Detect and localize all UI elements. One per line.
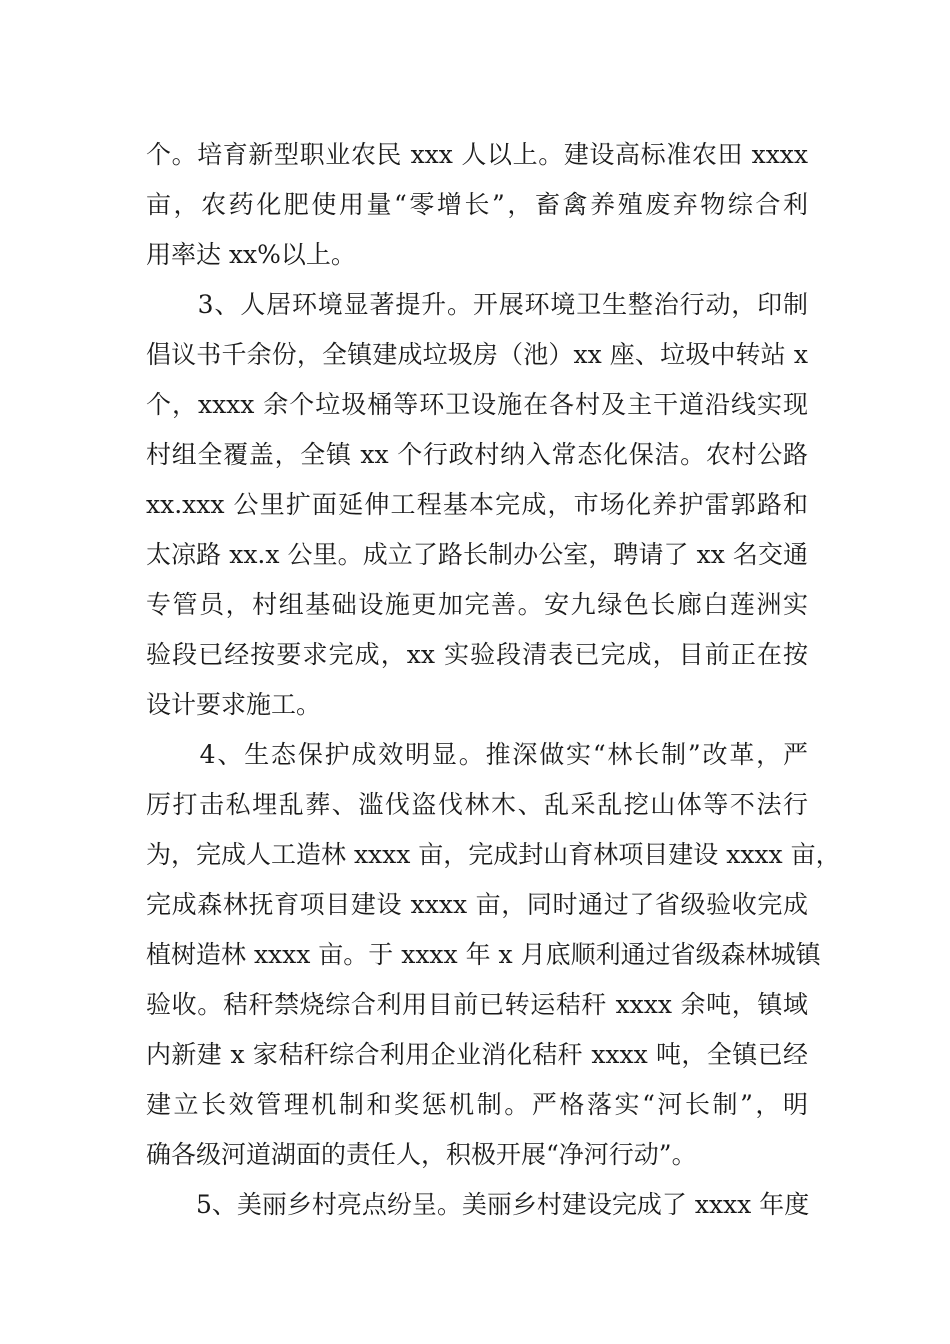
paragraph-beautiful-village xyxy=(146,1180,808,1230)
text-line: 村组全覆盖，全镇 xx 个行政村纳入常态化保洁。农村公路 xyxy=(146,440,808,469)
text-line: 厉打击私埋乱葬、滥伐盗伐林木、乱采乱挖山体等不法行 xyxy=(146,790,808,819)
text-line: 个。培育新型职业农民 xxx 人以上。建设高标准农田 xxxx xyxy=(146,140,808,169)
text-line: xx.xxx 公里扩面延伸工程基本完成，市场化养护雷郭路和 xyxy=(146,490,808,519)
text-line: 用率达 xx%以上。 xyxy=(146,240,356,269)
paragraph-living-environment xyxy=(146,280,808,730)
text-line: 太凉路 xx.x 公里。成立了路长制办公室，聘请了 xx 名交通 xyxy=(146,540,808,569)
text-line: 建立长效管理机制和奖惩机制。严格落实“河长制”，明 xyxy=(146,1090,808,1119)
text-line: 为，完成人工造林 xxxx 亩，完成封山育林项目建设 xxxx 亩， xyxy=(146,840,841,869)
text-line: 完成森林抚育项目建设 xxxx 亩，同时通过了省级验收完成 xyxy=(146,890,808,919)
text-line: 3、人居环境显著提升。开展环境卫生整治行动，印制 xyxy=(146,290,808,319)
text-line: 亩，农药化肥使用量“零增长”，畜禽养殖废弃物综合利 xyxy=(146,190,808,219)
paragraph-farmland xyxy=(146,130,808,280)
text-line: 5、美丽乡村亮点纷呈。美丽乡村建设完成了 xxxx 年度 xyxy=(146,1190,810,1219)
text-line: 确各级河道湖面的责任人，积极开展“净河行动”。 xyxy=(146,1140,697,1169)
text-line: 植树造林 xxxx 亩。于 xxxx 年 x 月底顺利通过省级森林城镇 xyxy=(146,940,821,969)
text-line: 验段已经按要求完成，xx 实验段清表已完成，目前正在按 xyxy=(146,640,808,669)
document-body xyxy=(146,130,841,1230)
text-line: 倡议书千余份，全镇建成垃圾房（池）xx 座、垃圾中转站 x xyxy=(146,340,808,369)
text-line: 专管员，村组基础设施更加完善。安九绿色长廊白莲洲实 xyxy=(146,590,808,619)
text-line: 验收。秸秆禁烧综合利用目前已转运秸秆 xxxx 余吨，镇域 xyxy=(146,990,808,1019)
paragraph-ecology-protection xyxy=(146,730,841,1180)
text-line: 个，xxxx 余个垃圾桶等环卫设施在各村及主干道沿线实现 xyxy=(146,390,808,419)
text-line: 设计要求施工。 xyxy=(146,690,322,719)
text-line: 内新建 x 家秸秆综合利用企业消化秸秆 xxxx 吨，全镇已经 xyxy=(146,1040,808,1069)
text-line: 4、生态保护成效明显。推深做实“林长制”改革，严 xyxy=(146,740,808,769)
